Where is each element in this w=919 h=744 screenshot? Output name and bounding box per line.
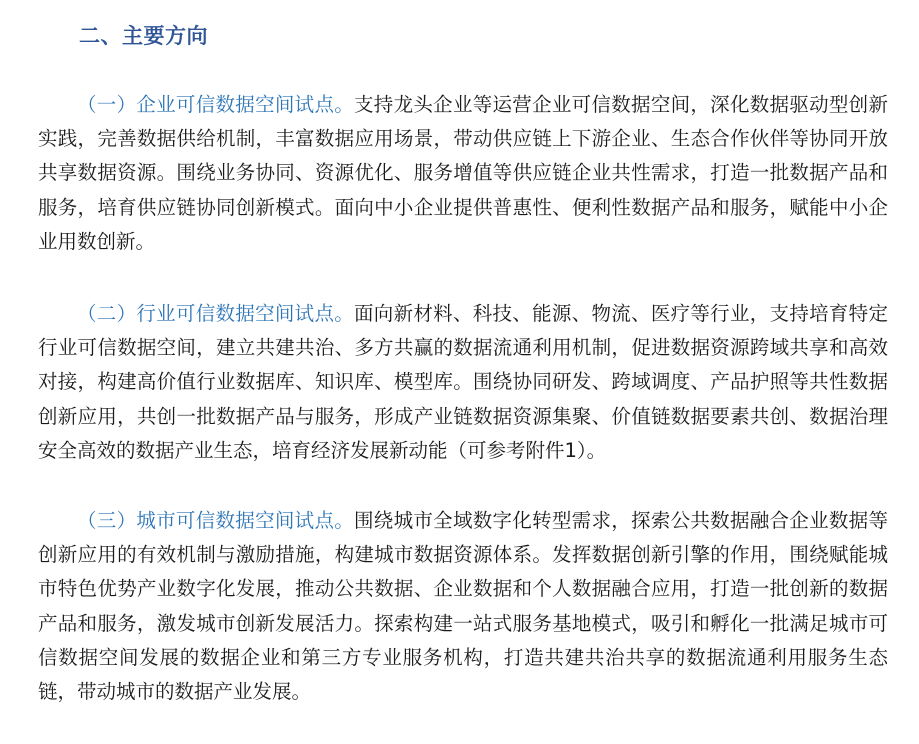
section-heading: 二、主要方向	[79, 24, 208, 48]
paragraph-body: 围绕城市全域数字化转型需求，探索公共数据融合企业数据等创新应用的有效机制与激励措施，构建城市数据资源体系。发挥数据创新引擎的作用，围绕赋能城市特色优势产业数字化发展，推动公共数据、企业数据和个人数据融合应用，打造一批创新的数据产品和服务，激发城市创新发展活力。探索构建一站式服务基地模式，吸引和孵化一批满足城市可信数据空间发展的数据企业和第三方专业服务机构，打造共建共治共享的数据流通利用服务生态链，带动城市的数据产业发展。	[38, 509, 888, 704]
paragraph-lead: （二）行业可信数据空间试点。	[77, 302, 355, 326]
paragraph-lead: （一）企业可信数据空间试点。	[77, 93, 355, 116]
paragraph-city-pilot	[38, 504, 888, 709]
document-page	[38, 0, 888, 709]
paragraph-body: 面向新材料、科技、能源、物流、医疗等行业，支持培育特定行业可信数据空间，建立共建共治、多方共赢的数据流通利用机制，促进数据资源跨域共享和高效对接，构建高价值行业数据库、知识库、模型库。围绕协同研发、跨域调度、产品护照等共性数据创新应用，共创一批数据产品与服务，形成产业链数据资源集聚、价值链数据要素共创、数据治理安全高效的数据产业生态，培育经济发展新动能（可参考附件1）。	[38, 302, 888, 462]
paragraph-lead: （三）城市可信数据空间试点。	[77, 509, 355, 533]
paragraph-body: 支持龙头企业等运营企业可信数据空间，深化数据驱动型创新实践，完善数据供给机制，丰富数据应用场景，带动供应链上下游企业、生态合作伙伴等协同开放共享数据资源。围绕业务协同、资源优化、服务增值等供应链企业共性需求，打造一批数据产品和服务，培育供应链协同创新模式。面向中小企业提供普惠性、便利性数据产品和服务，赋能中小企业用数创新。	[38, 93, 888, 253]
paragraph-industry-pilot	[38, 297, 888, 468]
paragraph-enterprise-pilot	[38, 88, 888, 259]
